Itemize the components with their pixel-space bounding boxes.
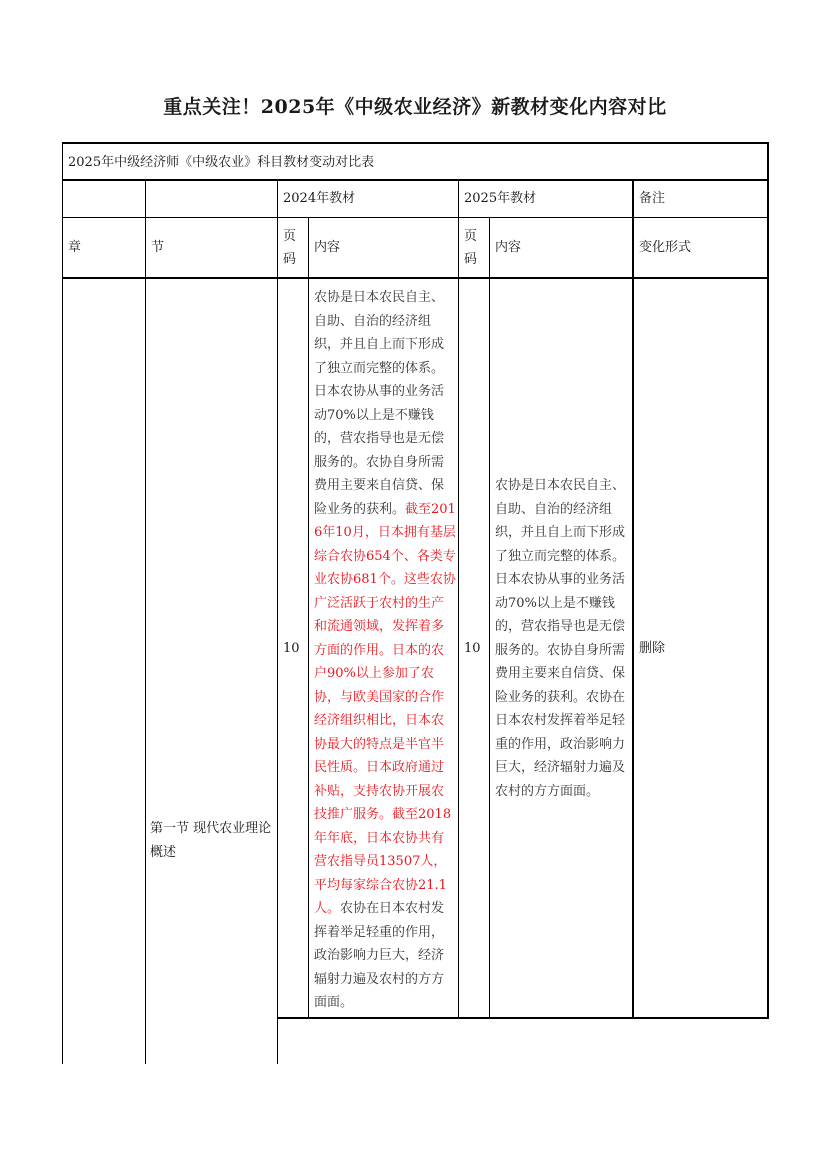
table-caption: 2025年中级经济师《中级农业》科目教材变动对比表	[68, 155, 375, 170]
column-header-content-2024: 内容	[314, 240, 341, 255]
table-border-left	[62, 142, 63, 1064]
row-change-type: 删除	[639, 641, 666, 656]
group-header-divider	[62, 217, 768, 218]
col-divider-section	[145, 180, 146, 1064]
column-header-page-2025: 页码	[464, 229, 478, 267]
row-page-2024: 10	[283, 641, 300, 656]
table-border-top	[62, 142, 768, 144]
col-divider-page2025	[489, 218, 490, 1018]
row-content-2024	[314, 286, 456, 1015]
content-2024-deleted-text: 截至2016年10月，日本拥有基层综合农协654个、各类专业农协681个。这些农协广泛活跃于农村的生产和流通领域，发挥着多方面的作用。日本的农户90%以上参加了农协，与欧美国家的合作经济组织相比，日本农协最大的特点是半官半民性质。日本政府通过补贴，支持农协开展农技推广服务。截至2018年年底，日本农协共有营农指导员13507人，平均每家综合农协21.1人。	[314, 501, 456, 916]
table-border-right	[767, 142, 769, 1019]
column-header-divider	[62, 277, 768, 279]
page-title: 重点关注！2025年《中级农业经济》新教材变化内容对比	[163, 96, 667, 118]
row-bottom-divider	[277, 1017, 768, 1019]
col-divider-page2024	[308, 218, 309, 1018]
group-header-2025: 2025年教材	[464, 191, 537, 206]
group-header-2024: 2024年教材	[283, 191, 356, 206]
column-header-chapter: 章	[68, 240, 82, 255]
col-divider-2025	[458, 180, 459, 1018]
column-header-content-2025: 内容	[495, 240, 522, 255]
content-2024-retained-b: 农协在日本农村发挥着举足轻重的作用，政治影响力巨大，经济辐射力遍及农村的方方面面。	[314, 901, 445, 1010]
column-header-page-2024: 页码	[283, 229, 297, 267]
content-2024-retained-a: 农协是日本农民自主、自助、自治的经济组织，并且自上而下形成了独立而完整的体系。日本农协从事的业务活动70%以上是不赚钱的，营农指导也是无偿服务的。农协自身所需费用主要来自信贷、保险业务的获利。	[314, 290, 445, 517]
row-page-2025: 10	[464, 641, 481, 656]
column-header-change-type: 变化形式	[639, 240, 692, 255]
row-content-2025: 农协是日本农民自主、自助、自治的经济组织，并且自上而下形成了独立而完整的体系。日本农协从事的业务活动70%以上是不赚钱的，营农指导也是无偿服务的。农协自身所需费用主要来自信贷、保险业务的获利。农协在日本农村发挥着举足轻重的作用，政治影响力巨大，经济辐射力遍及农村的方方面面。	[495, 478, 626, 799]
group-header-remarks: 备注	[639, 191, 666, 206]
col-divider-remarks	[632, 180, 634, 1018]
col-divider-2024	[277, 180, 278, 1064]
column-header-section: 节	[151, 240, 165, 255]
row-section: 第一节 现代农业理论概述	[150, 821, 272, 860]
caption-divider	[62, 179, 768, 181]
